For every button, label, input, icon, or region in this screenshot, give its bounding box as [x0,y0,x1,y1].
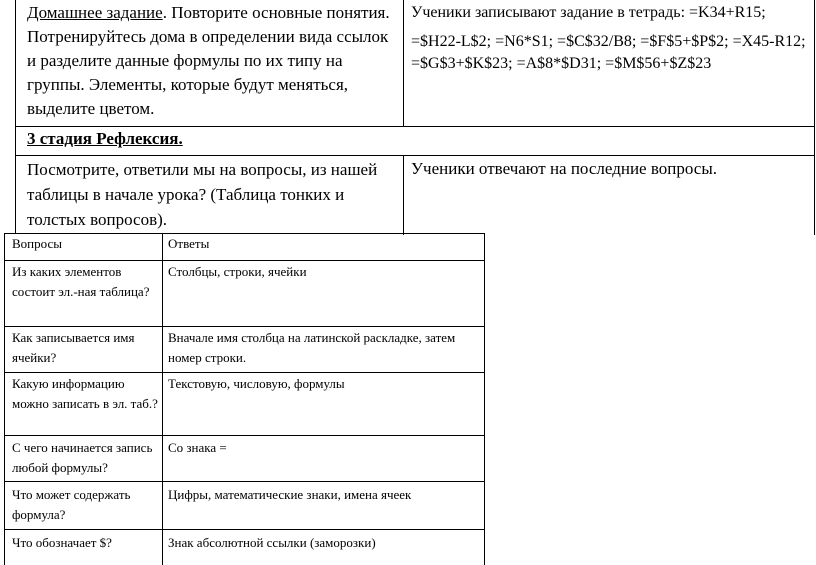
table-row-question: Что обозначает $? [12,535,112,550]
homework-text: . Повторите основные понятия. Потренируйтесь дома в определении вида ссылок и разделите данные формулы по их типу на группы. Элементы, которые будут меняться, выделите цветом. [27,3,390,118]
outer-left-border [15,0,16,233]
row-divider-2 [15,155,815,156]
inner-row-line-5 [4,481,485,482]
table-row-question: Как записывается имя ячейки? [12,330,135,365]
table-row-question: С чего начинается запись любой формулы? [12,440,153,475]
inner-left-border [4,233,5,565]
students-write-line1: Ученики записывают задание в тетрадь: =K34+R15; [411,4,766,21]
table-row-answer: Вначале имя столбца на латинской раскладке, затем номер строки. [168,330,456,365]
inner-row-line-2 [4,326,485,327]
table-row-answer: Столбцы, строки, ячейки [168,264,307,279]
reflection-question: Посмотрите, ответили мы на вопросы, из нашей таблицы в начале урока? (Таблица тонких и толстых вопросов). [27,160,378,229]
table-row-question: Из каких элементов состоит эл.-ная таблица? [12,264,150,299]
homework-cell [27,1,397,121]
header-answers: Ответы [168,236,210,251]
stage-title: 3 стадия Рефлексия. [27,129,183,148]
formulas-list: =$H22-L$2; =N6*S1; =$C$32/B8; =$F$5+$P$2; =X45-R12; =$G$3+$K$23; =A$8*$D31; =$M$56+$Z$23 [411,33,806,72]
table-row-answer: Текстовую, числовую, формулы [168,376,345,391]
header-questions: Вопросы [12,236,62,251]
table-row-answer: Цифры, математические знаки, имена ячеек [168,487,412,502]
table-row-question: Какую информацию можно записать в эл. таб.? [12,376,158,411]
outer-right-border [814,0,815,235]
reflection-answer: Ученики отвечают на последние вопросы. [411,159,717,178]
homework-label: Домашнее задание [27,3,163,22]
table-row-question: Что может содержать формула? [12,487,131,522]
column-divider-mid [403,155,404,235]
inner-row-line-6 [4,529,485,530]
inner-row-line-3 [4,372,485,373]
inner-col-divider [162,233,163,565]
inner-row-line-1 [4,260,485,261]
inner-row-line-4 [4,435,485,436]
table-row-answer: Со знака = [168,440,227,455]
table-row-answer: Знак абсолютной ссылки (заморозки) [168,535,376,550]
column-divider-top [403,0,404,126]
inner-right-border [484,233,485,565]
inner-top-border [4,233,485,234]
